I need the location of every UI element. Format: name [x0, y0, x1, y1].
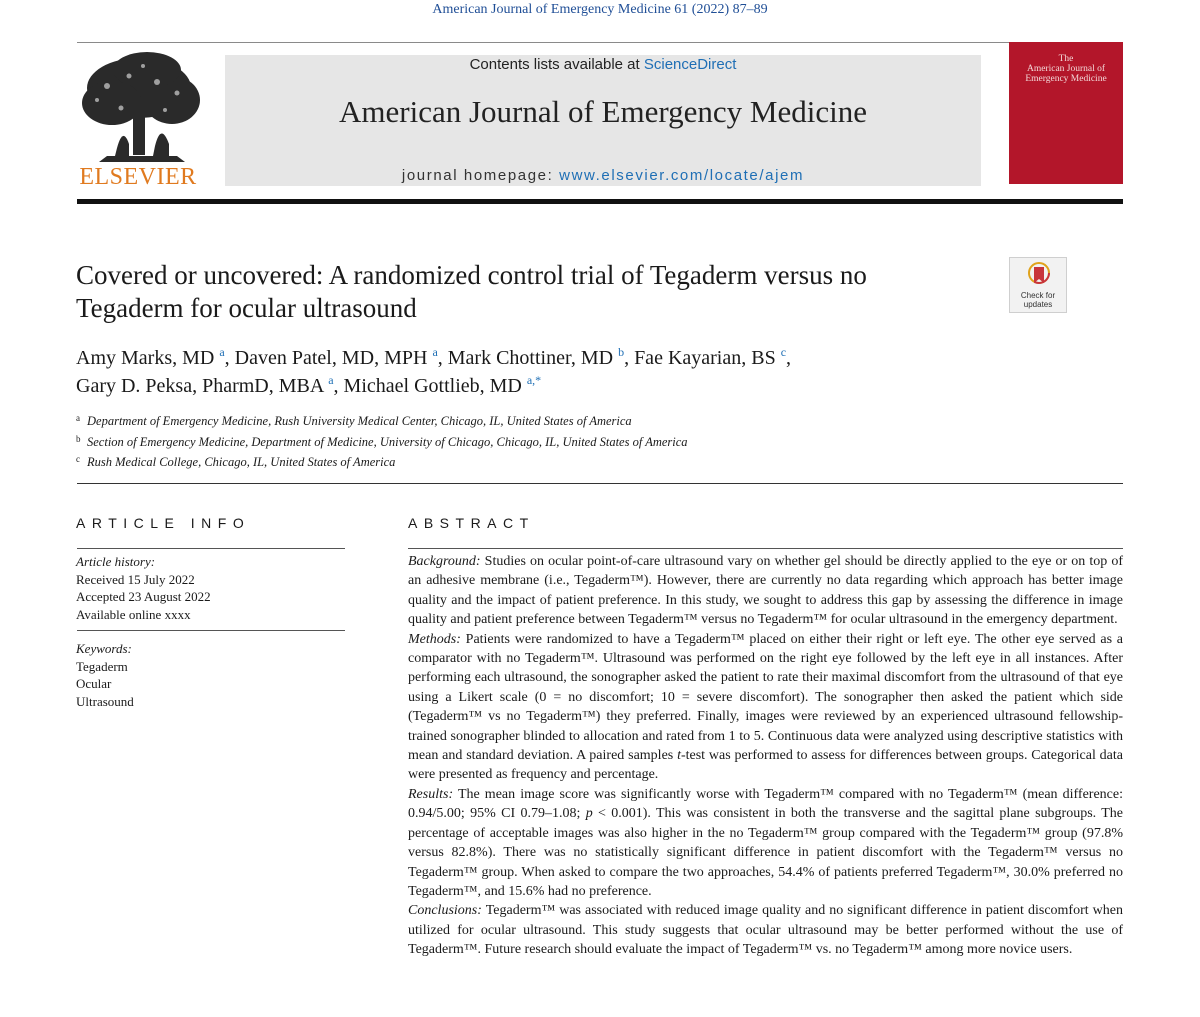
author-affiliation-mark[interactable]: a	[328, 373, 334, 387]
methods-label: Methods:	[408, 631, 461, 647]
author-name[interactable]: Amy Marks, MD	[76, 347, 215, 369]
methods-text-cont: -test was performed to assess for differences between groups. Categorical data were presented as frequency and percentage.	[408, 748, 1123, 783]
elsevier-wordmark[interactable]: ELSEVIER	[79, 164, 197, 190]
contents-line	[225, 56, 981, 73]
cover-title-line2: American Journal of	[1026, 64, 1106, 74]
keyword-item: Ultrasound	[76, 693, 134, 709]
author-affiliation-mark[interactable]: a,*	[526, 373, 542, 387]
author-affiliation-mark[interactable]: a	[432, 345, 438, 359]
online-date: Available online xxxx	[76, 606, 191, 622]
homepage-line	[225, 167, 981, 184]
author-name[interactable]: Michael Gottlieb, MD	[343, 375, 522, 397]
keyword-item: Ocular	[76, 676, 112, 691]
abstract-methods	[408, 630, 1123, 785]
affiliation-item	[76, 451, 976, 472]
cover-title	[1012, 54, 1120, 84]
keywords-label: Keywords:	[76, 641, 132, 656]
section-divider	[77, 483, 1123, 484]
masthead-divider	[77, 199, 1123, 204]
cover-title-line1: The	[1058, 54, 1074, 64]
check-for-updates-button[interactable]	[1009, 257, 1067, 313]
affiliation-text: Department of Emergency Medicine, Rush University Medical Center, Chicago, IL, United States of America	[87, 414, 632, 428]
article-title-line1: Covered or uncovered: A randomized control trial of Tegaderm versus no	[76, 260, 867, 290]
t-symbol: t	[677, 748, 681, 764]
abstract-conclusions	[408, 901, 1123, 959]
author-affiliation-mark[interactable]: b	[618, 345, 625, 359]
abstract-results	[408, 785, 1123, 901]
abstract-body	[408, 552, 1123, 960]
affiliation-text: Section of Emergency Medicine, Department of Medicine, University of Chicago, Chicago, IL, United States of America	[87, 434, 688, 449]
author-affiliation-mark[interactable]: a	[219, 345, 225, 359]
p-symbol: p	[585, 806, 593, 822]
affiliation-mark: b	[76, 433, 81, 444]
author-name[interactable]: Fae Kayarian, BS	[634, 347, 776, 369]
methods-text: Patients were randomized to have a Tegaderm™ placed on either their right or left eye. The other eye served as a comparator with no Tegaderm™. Ultrasound was performed on the right eye followed by the left eye in all instances. After performing each ultrasound, the sonographer asked the patient to rate their maximal discomfort from the ultrasound of that eye using a Likert scale (0 = no discomfort; 10 = severe discomfort). The sonographer then asked the patient which side (Tegaderm™ vs no Tegaderm™) they preferred. Finally, images were reviewed by an experienced ultrasound fellowship-trained sonographer blinded to allocation and rated from 1 to 5. Continuous data were analyzed using descriptive statistics with mean and standard deviation. A paired samples	[408, 631, 1124, 764]
author-name[interactable]: Mark Chottiner, MD	[447, 347, 614, 369]
badge-line1: Check for	[1020, 291, 1056, 300]
article-info-heading: ARTICLE INFO	[76, 515, 251, 531]
affiliation-item	[76, 410, 976, 431]
journal-citation[interactable]: American Journal of Emergency Medicine 61 (2022) 87–89	[432, 2, 768, 17]
abstract-heading: ABSTRACT	[408, 515, 535, 531]
article-title	[76, 259, 976, 325]
author-name[interactable]: Gary D. Peksa, PharmD, MBA	[76, 375, 324, 397]
background-label: Background:	[408, 554, 481, 569]
abstract-divider	[408, 548, 1123, 549]
top-divider	[77, 42, 1123, 43]
conclusions-label: Conclusions:	[408, 903, 482, 919]
conclusions-text: Tegaderm™ was associated with reduced image quality and no significant difference in patient discomfort when utilized for ocular ultrasound. This study suggests that ocular ultrasound may be better performed without the use of Tegaderm™. Future research should evaluate the impact of Tegaderm™ vs. no Tegaderm™ among more novice users.	[408, 903, 1123, 958]
keywords-divider	[77, 630, 345, 631]
keyword-list	[76, 640, 344, 710]
affiliation-mark: a	[76, 413, 80, 423]
article-info-divider	[77, 548, 345, 549]
tree-icon	[82, 52, 200, 162]
results-text-cont: < 0.001). This was consistent in both the transverse and the sagittal plane subgroups. The percentage of acceptable images was also higher in the no Tegaderm™ group compared with the Tegaderm™ group (97.8% versus 82.8%). There was no statistically significant difference in patient discomfort with the Tegaderm™ versus no Tegaderm™ group. When asked to compare the two approaches, 54.4% of patients preferred Tegaderm™, 30.0% preferred no Tegaderm™, and 15.6% had no preference.	[408, 806, 1123, 899]
badge-line2: updates	[1023, 300, 1053, 309]
author-list: Amy Marks, MD $^a$, Daven Patel, MD, MPH $^a$, Mark Chottiner, MD $^b$, Fae Kayarian, BS $^c$, Gary D. Peksa, PharmD, MBA $^a$, Michael Gottlieb, MD $^{a,*}$	[76, 345, 792, 397]
journal-title: American Journal of Emergency Medicine	[339, 94, 867, 129]
keyword-item: Tegaderm	[76, 658, 128, 674]
affiliation-item	[76, 431, 976, 452]
affiliation-list	[76, 410, 976, 472]
results-text: The mean image score was significantly worse with Tegaderm™ compared with no Tegaderm™ (mean difference: 0.94/5.00; 95% CI 0.79–1.08;	[408, 786, 1124, 822]
article-title-line2: Tegaderm for ocular ultrasound	[76, 293, 417, 323]
homepage-prefix: journal homepage:	[401, 167, 554, 184]
author-affiliation-mark[interactable]: c	[780, 345, 787, 359]
accepted-date: Accepted 23 August 2022	[76, 589, 211, 604]
sciencedirect-link[interactable]: ScienceDirect	[643, 56, 737, 73]
badge-text	[1010, 291, 1066, 309]
bookmark-icon	[1028, 262, 1050, 288]
author-name[interactable]: Daven Patel, MD, MPH	[234, 347, 428, 369]
affiliation-mark: c	[76, 454, 80, 464]
received-date: Received 15 July 2022	[76, 571, 195, 587]
background-text: Studies on ocular point-of-care ultrasound vary on whether gel should be directly applied to the eye or on top of an adhesive membrane (i.e., Tegaderm™). However, there are currently no data regarding which approach has better image quality and the impact of patient preference. In this study, we sought to address this gap by assessing the difference in image quality and patient preference between Tegaderm™ versus no Tegaderm™ for ocular ultrasound in the emergency department.	[408, 554, 1123, 628]
article-history	[76, 553, 344, 623]
results-label: Results:	[408, 786, 454, 802]
contents-prefix: Contents lists available at	[469, 56, 640, 73]
cover-title-line3: Emergency Medicine	[1025, 74, 1107, 84]
history-label: Article history:	[76, 554, 156, 569]
abstract-background	[408, 552, 1123, 630]
affiliation-text: Rush Medical College, Chicago, IL, United States of America	[87, 455, 396, 469]
journal-homepage-link[interactable]: www.elsevier.com/locate/ajem	[559, 167, 805, 184]
